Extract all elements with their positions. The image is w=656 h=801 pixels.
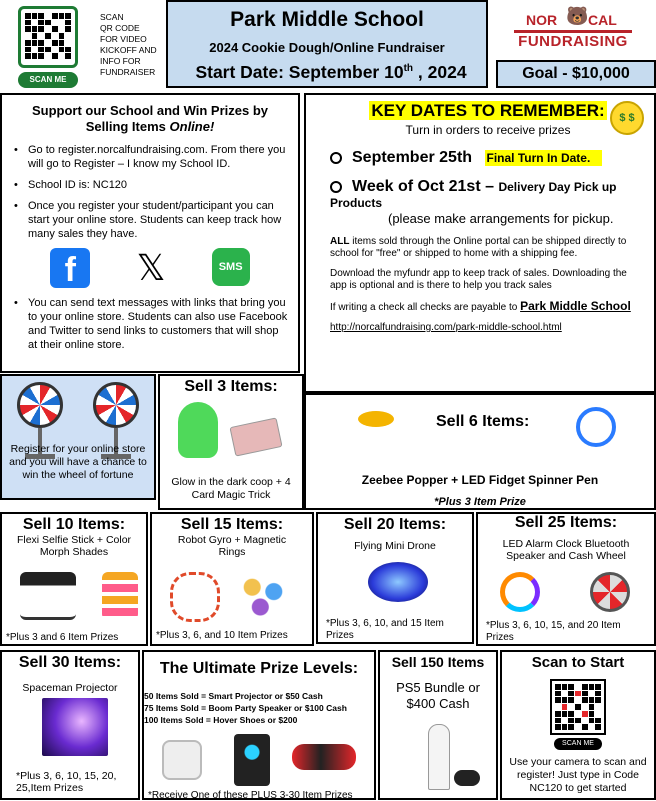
color-shades-image	[102, 572, 138, 620]
smart-projector-image	[162, 740, 202, 780]
sell-10-desc: Flexi Selfie Stick + Color Morph Shades	[16, 534, 132, 558]
selfie-stick-image	[20, 572, 76, 620]
date-2-paren: (please make arrangements for pickup.	[388, 211, 614, 226]
key-dates-title: KEY DATES TO REMEMBER:	[371, 101, 605, 120]
sell-10-title: Sell 10 Items:	[22, 516, 126, 533]
goal-box: Goal - $10,000	[496, 60, 656, 88]
ultimate-level-100: 100 Items Sold = Hover Shoes or $200	[144, 715, 298, 725]
sell-15-box	[150, 512, 314, 646]
ps5-console-image	[428, 724, 450, 790]
key-dates-box	[304, 93, 656, 393]
date-1: September 25th Final Turn In Date.	[330, 149, 646, 167]
led-clock-speaker-image	[500, 572, 540, 612]
sell-25-box	[476, 512, 656, 646]
shipping-info: ALL items sold through the Online portal can be shipped directly to school for "free" or shipped to home with a shipping fee.	[330, 236, 627, 259]
online-heading: Support our School and Win Prizes by Selling Items Online!	[31, 103, 269, 134]
sell-3-title: Sell 3 Items:	[184, 378, 278, 395]
spaceman-projector-image	[42, 698, 108, 756]
qr-code-top[interactable]	[18, 6, 78, 68]
ultimate-title: The Ultimate Prize Levels:	[159, 660, 359, 677]
date-2: Week of Oct 21st – Delivery Day Pick up Products	[330, 178, 617, 210]
scan-title: Scan to Start	[531, 654, 625, 671]
logo-fundraising: FUNDRAISING	[518, 33, 628, 50]
sell-15-title: Sell 15 Items:	[180, 516, 284, 533]
sell-20-box	[316, 512, 474, 644]
online-step-2: • School ID is: NC120	[10, 178, 290, 192]
fidget-spinner-pen-image	[576, 407, 616, 447]
bear-icon: 🐻	[566, 6, 589, 26]
logo-cal: CAL	[588, 12, 617, 28]
scan-text: Use your camera to scan and register! Just type in Code NC120 to get started	[509, 756, 647, 794]
online-instructions	[0, 93, 300, 373]
sell-30-title: Sell 30 Items:	[18, 654, 122, 671]
date-1-note: Final Turn In Date.	[485, 150, 603, 166]
sell-3-desc: Glow in the dark coop + 4 Card Magic Trick	[171, 476, 291, 501]
ultimate-note: *Receive One of these PLUS 3-30 Item Prizes	[148, 790, 353, 801]
sell-15-plus: *Plus 3, 6, and 10 Item Prizes	[156, 630, 288, 641]
sell-150-title: Sell 150 Items	[391, 654, 485, 670]
glow-coop-image	[178, 402, 218, 458]
fundraiser-subtitle: 2024 Cookie Dough/Online Fundraiser	[209, 40, 445, 55]
sell-20-desc: Flying Mini Drone	[354, 540, 436, 552]
robot-gyro-image	[170, 572, 220, 622]
social-icons	[30, 248, 270, 288]
drone-image	[368, 562, 428, 602]
sell-15-desc: Robot Gyro + Magnetic Rings	[177, 534, 287, 558]
sell-30-box	[0, 650, 140, 800]
logo-nor: NOR	[526, 12, 558, 28]
sell-6-desc: Zeebee Popper + LED Fidget Spinner Pen	[361, 473, 599, 487]
sell-20-plus: *Plus 3, 6, 10, and 15 Item Prizes	[326, 618, 444, 641]
online-step-4: • You can send text messages with links that bring you to your online store. Students can also use Facebook and Twitter to send links to customers that will shop at their online store.	[10, 296, 290, 352]
magnetic-rings-image	[236, 574, 290, 618]
sell-150-desc: PS5 Bundle or $400 Cash	[396, 680, 480, 711]
sell-150-box	[378, 650, 498, 800]
norcal-logo	[508, 6, 638, 56]
ultimate-level-75: 75 Items Sold = Boom Party Speaker or $100 Cash	[144, 703, 347, 713]
school-name: Park Middle School	[230, 8, 424, 31]
online-step-1: • Go to register.norcalfundraising.com. From there you will go to Register – I know my School ID.	[10, 143, 290, 171]
ultimate-prize-box	[142, 650, 376, 800]
sell-6-plus: *Plus 3 Item Prize	[434, 496, 526, 508]
sell-25-plus: *Plus 3, 6, 10, 15, and 20 Item Prizes	[486, 620, 621, 643]
cash-wheel-image	[590, 572, 630, 612]
hover-shoes-image	[292, 744, 356, 770]
qr-scan-text: SCAN QR CODE FOR VIDEO KICKOFF AND INFO FOR FUNDRAISER	[100, 12, 157, 77]
sell-30-desc: Spaceman Projector	[22, 682, 118, 694]
sell-3-box	[158, 374, 304, 510]
school-url-link[interactable]: http://norcalfundraising.com/park-middle-school.html	[330, 322, 562, 333]
top-qr-block	[18, 6, 78, 88]
scan-to-start-box	[500, 650, 656, 800]
ultimate-level-50: 50 Items Sold = Smart Projector or $50 Cash	[144, 691, 323, 701]
wheel-of-fortune-box	[0, 374, 156, 500]
ps5-controller-image	[454, 770, 480, 786]
sms-icon: SMS	[212, 248, 250, 286]
x-twitter-icon: 𝕏	[136, 247, 166, 288]
magic-cards-image	[229, 417, 282, 456]
zeebee-popper-image	[358, 411, 394, 427]
scan-me-button-top[interactable]: SCAN ME	[18, 72, 78, 88]
sell-25-desc: LED Alarm Clock Bluetooth Speaker and Cash Wheel	[502, 538, 630, 562]
sell-6-title: Sell 6 Items:	[436, 413, 530, 430]
sell-25-title: Sell 25 Items:	[514, 514, 618, 531]
sell-10-box	[0, 512, 148, 646]
sell-20-title: Sell 20 Items:	[343, 516, 447, 533]
app-info: Download the myfundr app to keep track of sales. Downloading the app is optional and is there to help you track sales	[330, 268, 627, 291]
wheel-text: Register for your online store and you will have a chance to win the wheel of fortune	[9, 443, 147, 481]
party-speaker-image	[234, 734, 270, 786]
qr-code-register[interactable]	[550, 679, 606, 735]
facebook-icon: f	[50, 248, 90, 288]
check-info: If writing a check all checks are payable to Park Middle School	[330, 299, 631, 313]
online-step-3: • Once you register your student/participant you can start your online store. Students can keep track how many sales they have.	[10, 199, 290, 241]
sell-6-box	[304, 393, 656, 510]
start-date: Start Date: September 10th , 2024	[195, 62, 467, 82]
sell-30-plus: *Plus 3, 6, 10, 15, 20, 25,Item Prizes	[16, 770, 117, 794]
key-dates-subtitle: Turn in orders to receive prizes	[405, 123, 571, 137]
smiley-money-icon: $ $	[610, 101, 644, 135]
scan-me-button[interactable]: SCAN ME	[554, 738, 602, 750]
sell-10-plus: *Plus 3 and 6 Item Prizes	[6, 632, 119, 643]
